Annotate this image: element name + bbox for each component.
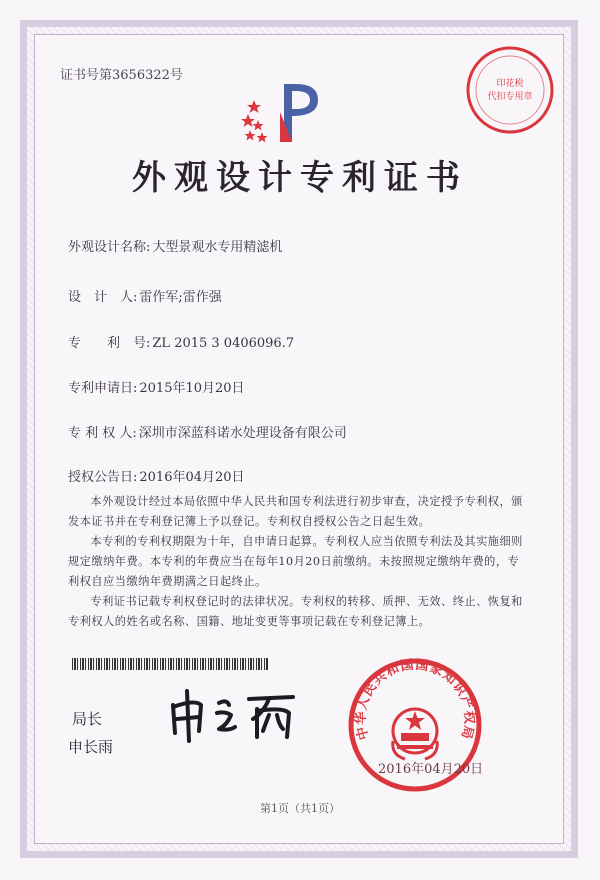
bureau-head-name: 申长雨 [68, 738, 114, 756]
svg-text:中华人民共和国国家知识产权局 [353, 657, 477, 742]
barcode [72, 658, 268, 670]
svg-text:代扣专用章: 代扣专用章 [487, 92, 533, 102]
field-label: 专 利 号: [68, 336, 151, 351]
field-grant-date [68, 466, 245, 485]
field-application-date [68, 377, 245, 396]
field-label: 设 计 人: [68, 290, 138, 305]
certificate-title: 外观设计专利证书 [132, 158, 468, 198]
field-value: 2015年10月20日 [139, 381, 245, 396]
field-value: 2016年04月20日 [139, 470, 245, 485]
bureau-head-title: 局长 [72, 710, 103, 728]
field-label: 专利申请日: [68, 381, 138, 396]
field-value: 雷作军;雷作强 [139, 290, 222, 305]
svg-text:印花税: 印花税 [496, 79, 524, 89]
field-designer [68, 286, 222, 305]
field-label: 外观设计名称: [68, 240, 151, 255]
agency-seal-icon [462, 42, 558, 138]
field-design-name [68, 236, 282, 255]
field-patent-number [68, 332, 294, 351]
seal-text: 中华人民共和国国家知识产权局 [353, 657, 477, 742]
sipo-logo-icon [240, 76, 340, 146]
paragraph-legal-status: 专利证书记载专利权登记时的法律状况。专利权的转移、质押、无效、终止、恢复和专利权人的姓名或名称、国籍、地址变更等事项记载在专利登记簿上。 [68, 595, 523, 628]
page-number: 第1页（共1页） [260, 802, 340, 815]
field-value: 大型景观水专用精滤机 [152, 240, 283, 255]
paragraph-term: 本专利的专利权期限为十年，自申请日起算。专利权人应当依照专利法及其实施细则规定缴纳年费。本专利的年费应当在每年10月20日前缴纳。未按照规定缴纳年费的，专利权自应当缴纳年费期满之日起终止。 [68, 535, 523, 588]
certificate-number: 证书号第3656322号 [60, 68, 183, 83]
field-label: 授权公告日: [68, 470, 138, 485]
signature-icon [165, 685, 315, 745]
field-value: ZL 2015 3 0406096.7 [152, 336, 295, 351]
field-patentee [68, 422, 347, 441]
field-label: 专 利 权 人: [68, 426, 137, 441]
paragraph-grant: 本外观设计经过本局依照中华人民共和国专利法进行初步审查，决定授予专利权，颁发本证书并在专利登记簿上予以登记。专利权自授权公告之日起生效。 [68, 495, 523, 528]
field-value: 深圳市深蓝科诺水处理设备有限公司 [138, 426, 347, 441]
issue-date: 2016年04月20日 [378, 762, 484, 777]
